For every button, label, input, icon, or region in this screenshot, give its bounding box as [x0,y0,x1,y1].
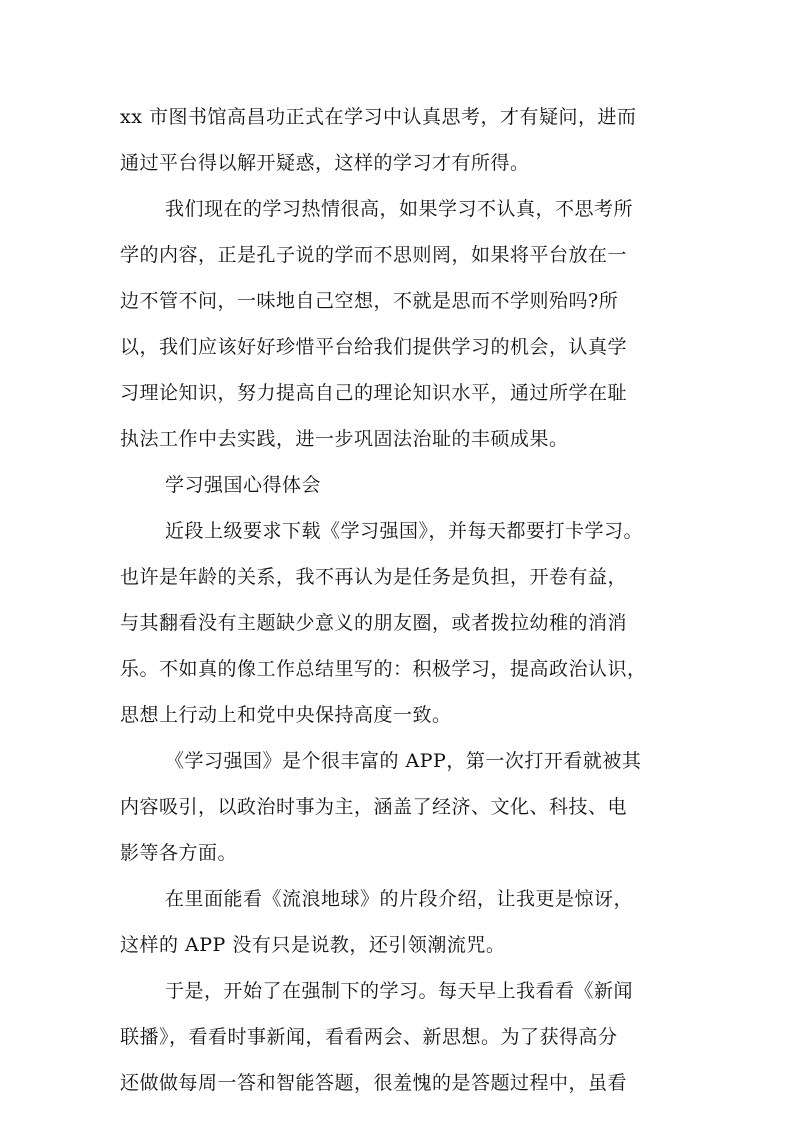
text-line: 影等各方面。 [120,842,238,864]
text-line: 与其翻看没有主题缺少意义的朋友圈，或者拨拉幼稚的消消 [120,612,628,634]
text-line: 内容吸引，以政治时事为主，涵盖了经济、文化、科技、电 [120,796,628,818]
text-line: 执法工作中去实践，进一步巩固法治耻的丰硕成果。 [120,428,569,450]
text-line: 以，我们应该好好珍惜平台给我们提供学习的机会，认真学 [120,336,628,358]
text-line: 还做做每周一答和智能答题，很羞愧的是答题过程中，虽看 [120,1072,628,1094]
paragraph-first-line: 《学习强国》是个很丰富的 APP，第一次打开看就被其 [165,750,642,772]
paragraph-first-line: 在里面能看《流浪地球》的片段介绍，让我更是惊讶， [165,888,634,910]
text-line: 联播》，看看时事新闻，看看两会、新思想。为了获得高分 [120,1026,618,1048]
text-line: 边不管不问，一味地自己空想，不就是思而不学则殆吗?所 [120,290,619,312]
text-line: 乐。不如真的像工作总结里写的：积极学习，提高政治认识， [120,658,647,680]
text-line: xx 市图书馆高昌功正式在学习中认真思考，才有疑问，进而 [120,106,637,128]
paragraph-first-line: 于是，开始了在强制下的学习。每天早上我看看《新闻 [165,980,634,1002]
section-heading: 学习强国心得体会 [165,474,322,496]
paragraph-first-line: 我们现在的学习热情很高，如果学习不认真，不思考所 [165,198,634,220]
text-line: 习理论知识，努力提高自己的理论知识水平，通过所学在耻 [120,382,628,404]
paragraph-first-line: 近段上级要求下载《学习强国》，并每天都要打卡学习。 [165,520,644,542]
text-line: 这样的 APP 没有只是说教，还引领潮流咒。 [120,934,506,956]
text-line: 也许是年龄的关系，我不再认为是任务是负担，开卷有益， [120,566,628,588]
text-line: 学的内容，正是孔子说的学而不思则罔，如果将平台放在一 [120,244,628,266]
text-line: 通过平台得以解开疑惑，这样的学习才有所得。 [120,152,530,174]
text-line: 思想上行动上和党中央保持高度一致。 [120,704,452,726]
